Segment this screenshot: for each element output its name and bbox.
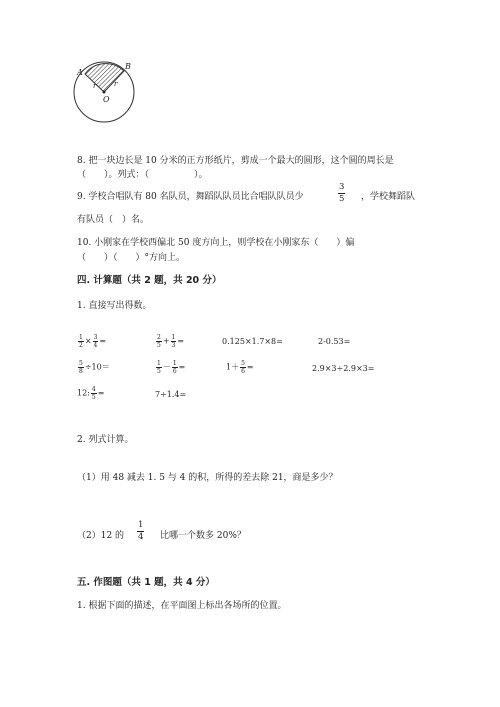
label-r-left: r [93,82,97,90]
calc-r3-a: 12: $\frac{4}{5}$ = [77,386,105,401]
question-10-line2: （ ）（ ）°方向上。 [77,253,186,263]
fraction-denominator: 4 [138,532,144,542]
question-9-fraction [338,182,345,205]
calc-r2-d: 2.9×3÷2.9×3= [312,364,375,373]
calc-r2-a: $\frac{5}{8}$ ÷10＝ [79,360,110,375]
question-9-line1a: 9. 学校合唱队有 80 名队员，舞蹈队队员比合唱队队员少 [77,192,304,202]
fraction: $\frac{2}{5}$ [157,334,161,349]
fraction: $\frac{1}{2}$ [79,334,83,349]
fraction: $\frac{1}{5}$ [157,360,161,375]
calc-2-problem-1: （1）用 48 减去 1. 5 与 4 的积，所得的差去除 21，商是多少？ [77,473,338,483]
fraction: $\frac{3}{4}$ [93,334,98,349]
calc-r1-d: 2-0.53= [318,337,351,346]
question-8-line1: 8. 把一块边长是 10 分米的正方形纸片，剪成一个最大的圆形，这个圆的周长是 [77,156,394,166]
fraction: $\frac{5}{6}$ [241,360,245,375]
section-4-title: 四. 计算题（共 2 题，共 20 分） [77,275,222,286]
fraction: $\frac{1}{3}$ [171,334,176,349]
fraction: $\frac{4}{5}$ [91,386,96,401]
calc-1-title: 1. 直接写出得数。 [77,301,152,311]
calc-2-problem-2a: （2）12 的 [77,531,125,541]
calc-r1-a: $\frac{1}{2}$ × $\frac{3}{4}$ = [79,334,107,349]
calc-r2-c: 1＋ $\frac{5}{6}$ = [226,360,254,375]
label-a: A [77,68,83,77]
calc-r1-c: 0.125×1.7×8= [222,337,283,346]
calc-r3-b: 7÷1.4= [155,390,187,399]
question-9-line1b: ，学校舞蹈队 [361,192,416,202]
label-o: O [103,95,110,104]
drawing-1-title: 1. 根据下面的描述，在平面图上标出各场所的位置。 [77,601,287,611]
question-9-line2: 有队员（ ）名。 [77,215,150,225]
section-5-title: 五. 作图题（共 1 题，共 4 分） [77,577,215,588]
label-b: B [125,62,131,71]
fraction: $\frac{1}{6}$ [172,360,177,375]
calc-r2-b: $\frac{1}{5}$ － $\frac{1}{6}$ = [157,360,186,375]
circle-sector-figure [72,58,148,130]
question-10-line1: 10. 小刚家在学校西偏北 50 度方向上，则学校在小刚家东（ ）偏 [77,238,355,248]
calc-2-problem-2b: 比哪一个数多 20%？ [160,531,246,541]
fraction-denominator: 5 [339,194,345,204]
calc-2-title: 2. 列式计算。 [77,435,134,445]
question-8-line2: （ ）。列式：（ ）。 [77,170,208,180]
fraction: $\frac{5}{8}$ [79,360,83,375]
calc-r1-b: $\frac{2}{5}$ + $\frac{1}{3}$ = [157,334,185,349]
calc-2-problem-2-fraction [137,520,144,543]
label-r-right: r [114,80,118,88]
fraction-numerator: 3 [339,182,345,192]
fraction-numerator: 1 [138,520,144,530]
